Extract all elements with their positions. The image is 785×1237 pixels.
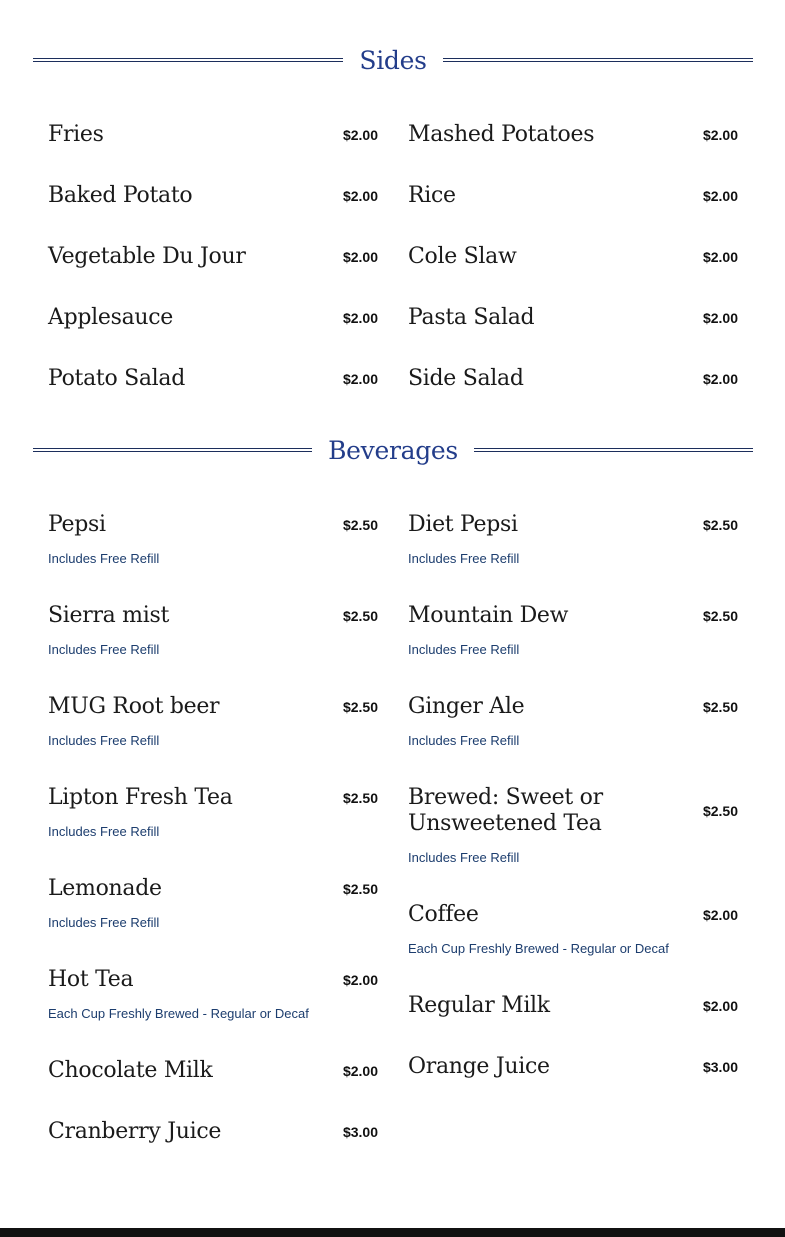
- item-price: $2.50: [702, 803, 738, 819]
- item-price: $2.00: [342, 972, 378, 988]
- header-rule-left: [33, 58, 343, 62]
- item-price: $2.00: [702, 188, 738, 204]
- item-name: Side Salad: [408, 366, 524, 391]
- item-price: $2.00: [702, 249, 738, 265]
- item-price: $2.00: [342, 310, 378, 326]
- item-description: Includes Free Refill: [48, 733, 160, 748]
- item-price: $2.50: [342, 699, 378, 715]
- item-name: Regular Milk: [408, 993, 550, 1018]
- item-price: $2.00: [702, 310, 738, 326]
- header-rule-left: [33, 448, 312, 452]
- item-price: $2.00: [342, 249, 378, 265]
- item-description: Each Cup Freshly Brewed - Regular or Decaf: [48, 1006, 309, 1021]
- item-price: $2.00: [342, 371, 378, 387]
- sides-section-header: [33, 40, 753, 80]
- header-rule-right: [474, 448, 753, 452]
- item-name: Baked Potato: [48, 183, 193, 208]
- item-name: Mountain Dew: [408, 603, 569, 628]
- item-price: $2.00: [702, 127, 738, 143]
- item-price: $2.00: [342, 188, 378, 204]
- item-name: Fries: [48, 122, 104, 147]
- item-name: MUG Root beer: [48, 694, 220, 719]
- item-name: Orange Juice: [408, 1054, 550, 1079]
- beverages-title: Beverages: [328, 435, 458, 465]
- item-price: $2.00: [702, 371, 738, 387]
- item-name: Chocolate Milk: [48, 1058, 213, 1083]
- beverages-section-header: [33, 430, 753, 470]
- item-name: Ginger Ale: [408, 694, 525, 719]
- item-name: Brewed: Sweet or Unsweetened Tea: [408, 785, 603, 836]
- item-price: $2.50: [342, 881, 378, 897]
- item-name: Cranberry Juice: [48, 1119, 222, 1144]
- header-rule-right: [443, 58, 753, 62]
- item-name: Lipton Fresh Tea: [48, 785, 233, 810]
- item-name: Coffee: [408, 902, 479, 927]
- item-name: Pasta Salad: [408, 305, 535, 330]
- item-name: Applesauce: [48, 305, 174, 330]
- item-description: Includes Free Refill: [408, 551, 520, 566]
- item-name: Potato Salad: [48, 366, 186, 391]
- item-name: Rice: [408, 183, 456, 208]
- bottom-bar: [0, 1228, 785, 1237]
- item-name: Diet Pepsi: [408, 512, 518, 537]
- item-description: Includes Free Refill: [48, 642, 160, 657]
- item-name: Lemonade: [48, 876, 162, 901]
- top-fade: [50, 0, 190, 2]
- item-price: $2.50: [342, 790, 378, 806]
- item-description: Includes Free Refill: [48, 824, 160, 839]
- item-name: Vegetable Du Jour: [48, 244, 246, 269]
- item-description: Each Cup Freshly Brewed - Regular or Decaf: [408, 941, 669, 956]
- item-price: $2.00: [342, 127, 378, 143]
- item-price: $2.50: [342, 517, 378, 533]
- sides-title: Sides: [359, 45, 427, 75]
- item-name: Mashed Potatoes: [408, 122, 595, 147]
- item-description: Includes Free Refill: [48, 551, 160, 566]
- item-price: $2.50: [702, 608, 738, 624]
- item-name: Cole Slaw: [408, 244, 517, 269]
- item-price: $2.50: [702, 699, 738, 715]
- item-description: Includes Free Refill: [48, 915, 160, 930]
- item-description: Includes Free Refill: [408, 642, 520, 657]
- item-name: Hot Tea: [48, 967, 134, 992]
- item-description: Includes Free Refill: [408, 733, 520, 748]
- item-name: Pepsi: [48, 512, 106, 537]
- item-price: $2.50: [342, 608, 378, 624]
- item-price: $3.00: [702, 1059, 738, 1075]
- item-price: $2.00: [702, 907, 738, 923]
- item-name: Sierra mist: [48, 603, 169, 628]
- item-price: $2.00: [702, 998, 738, 1014]
- item-price: $2.00: [342, 1063, 378, 1079]
- item-price: $2.50: [702, 517, 738, 533]
- item-description: Includes Free Refill: [408, 850, 520, 865]
- item-price: $3.00: [342, 1124, 378, 1140]
